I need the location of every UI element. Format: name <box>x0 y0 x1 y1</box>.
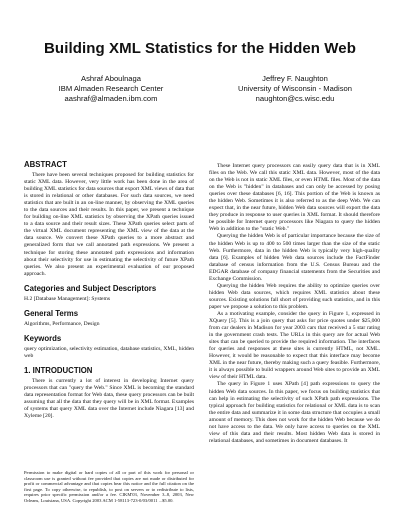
right-column <box>209 163 380 445</box>
categories-text: H.2 [Database Management]: Systems <box>24 295 111 302</box>
author-email: aashraf@almaden.ibm.com <box>64 94 158 103</box>
author-name: Jeffrey F. Naughton <box>262 74 328 83</box>
introduction-heading: 1. INTRODUCTION <box>24 365 93 375</box>
copyright-footnote: Permission to make digital or hard copies of all or part of this work for personal or classroom use is granted without fee provided that copies are not made or distributed for profit or commercial advantage and that copies bear this notice and the full citation on the first page. To copy otherwise, to republish, to post on servers or to redistribute to lists, requires prior specific permission and/or a fee. CIKM'03, November 3–8, 2003, New Orleans, Louisiana, USA. Copyright 2003 ACM 1-58113-723-0/03/0011 ...$5.00. <box>24 470 194 503</box>
introduction-text: There is currently a lot of interest in developing Internet query processors that can "query the Web." Since XML is becoming the standard data representation format for Web data, these query processors can be built assuming that all the data that they query will be in XML format. Examples of systems that query XML data over the Internet include Niagara [13] and Xyleme [20]. <box>24 377 194 420</box>
paper-title: Building XML Statistics for the Hidden Web <box>44 40 356 57</box>
body-paragraph: As a motivating example, consider the query in Figure 1, expressed in XQuery [5]. This is a join query that asks for price quotes under $25,000 from car dealers in Madison for year 2003 cars that received a 5 star rating in the government crash tests. The URLs in this query are for actual Web sites that can be queried to provide the required information. The interfaces for queries and responses at these sites is currently HTML, not XML. However, it would be reasonable to expect that this interface may become XML in the near future, thereby making such a query feasible. Furthermore, it is always possible to build wrappers around Web sites to provide an XML view of their HTML data. <box>209 310 380 381</box>
body-paragraph: Querying the hidden Web requires the ability to optimize queries over hidden Web data sources, which requires XML statistics about these sources. Existing solutions fall short of providing such statistics, and in this paper we propose a solution to this problem. <box>209 282 380 310</box>
abstract-heading: ABSTRACT <box>24 160 67 169</box>
body-paragraph: Querying the hidden Web is of particular importance because the size of the hidden Web is up to 400 to 500 times larger than the size of the static Web. Furthermore, data in the hidden Web is typically very high-quality data [6]. Examples of hidden Web data sources include the FactFinder database of census information from the U.S. Census Bureau and the EDGAR database of company financial statements from the Securities and Exchange Commission. <box>209 233 380 282</box>
author-2 <box>200 74 390 104</box>
abstract-text: There have been several techniques proposed for building statistics for static XML data. However, very little work has been done in the area of building XML statistics for data sources that export XML views of data that is stored in relational or other databases. For such data sources, we need statistics that are built in an on-line manner, by observing the XML queries to the data sources and their results. In this paper, we present a technique for building on-line XML statistics by observing the XPath queries issued to a data source and their result sizes. These XPath queries select parts of the virtual XML document representing the XML view of the data at the data source. We convert these XPath queries to a more abstract and generalized form that we call annotated path expressions. We present a technique for storing these annotated path expressions and information about their selectivity for use in estimating the selectivity of future XPath queries. We also present an experimental evaluation of our proposed approach. <box>24 172 194 277</box>
body-paragraph: These Internet query processors can easily query data that is in XML files on the Web. We call this static XML data. However, most of the data on the Web is not in static XML files, or even HTML files. Most of the data on the Web is "hidden" in databases and can only be accessed by posing queries over these databases [6, 16]. This portion of the Web is known as the hidden Web. Sometimes it is also referred to as the deep Web. We can expect that, in the near future, hidden Web data sources will export the data they produce in response to user queries in XML format. It should therefore be possible for Internet query processors like Niagara to query the hidden Web in addition to the "static Web." <box>209 163 380 233</box>
author-email: naughton@cs.wisc.edu <box>255 94 335 103</box>
author-name: Ashraf Aboulnaga <box>81 74 141 83</box>
keywords-text: query optimization, selectivity estimation, database statistics, XML, hidden web <box>24 345 194 359</box>
author-affiliation: University of Wisconsin - Madison <box>238 84 352 93</box>
body-paragraph: The query in Figure 1 uses XPath [4] path expressions to query the hidden Web data sources. In this paper, we focus on building statistics that can help in estimating the selectivity of such XPath path expressions. The typical approach for building statistics for relational or XML data is to scan the entire data and summarize it in some data structure that occupies a small amount of memory. This does not work for the hidden Web because we do not have access to the data. We only have access to queries on the XML view of this data and their results. Most hidden Web data is stored in relational databases, and sometimes in document databases. It <box>209 381 380 444</box>
left-column <box>24 160 194 420</box>
keywords-heading: Keywords <box>24 333 62 343</box>
categories-heading: Categories and Subject Descriptors <box>24 283 157 293</box>
general-terms-heading: General Terms <box>24 308 79 318</box>
general-terms-text: Algorithms, Performance, Design <box>24 320 100 327</box>
author-1 <box>16 74 206 104</box>
author-affiliation: IBM Almaden Research Center <box>58 84 164 93</box>
